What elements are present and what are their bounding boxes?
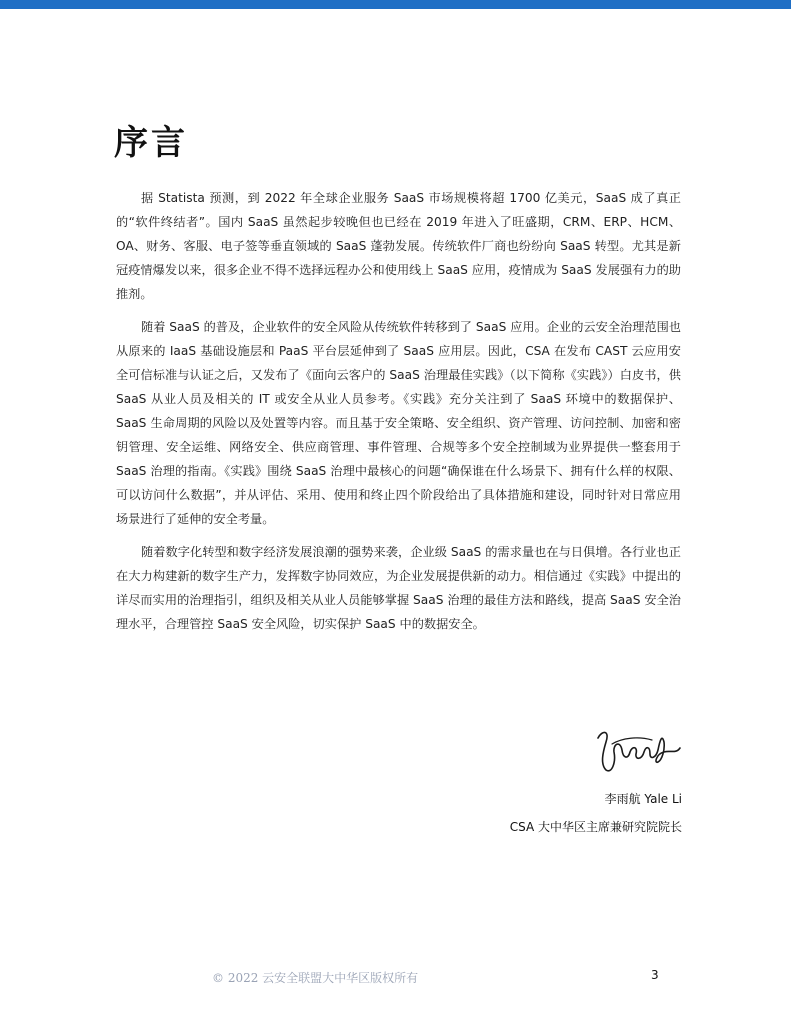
signature-position: CSA 大中华区主席兼研究院院长 — [509, 820, 682, 834]
page-number: 3 — [651, 968, 659, 982]
preface-body — [116, 186, 681, 645]
footer-copyright: © 2022 云安全联盟大中华区版权所有 — [212, 971, 419, 985]
paragraph-2: 随着 SaaS 的普及，企业软件的安全风险从传统软件转移到了 SaaS 应用。企业的云安全治理范围也从原来的 IaaS 基础设施层和 PaaS 平台层延伸到了 SaaS 应用层。因此，CSA 在发布 CAST 云应用安全可信标准与认证之后，又发布了《面向云客户的 SaaS 治理最佳实践》（以下简称《实践》）白皮书，供 SaaS 从业人员及相关的 IT 或安全从业人员参考。《实践》充分关注到了 SaaS 环境中的数据保护、SaaS 生命周期的风险以及处置等内容。而且基于安全策略、安全组织、资产管理、访问控制、加密和密钥管理、安全运维、网络安全、供应商管理、事件管理、合规等多个安全控制域为业界提供一整套用于 SaaS 治理的指南。《实践》围绕 SaaS 治理中最核心的问题“确保谁在什么场景下、拥有什么样的权限、可以访问什么数据”，并从评估、采用、使用和终止四个阶段给出了具体措施和建设，同时针对日常应用场景进行了延伸的安全考量。 — [116, 320, 681, 526]
page-title: 序言 — [114, 122, 188, 163]
signature-name: 李雨航 Yale Li — [604, 792, 682, 806]
handwritten-signature — [592, 724, 684, 778]
paragraph-3: 随着数字化转型和数字经济发展浪潮的强势来袭，企业级 SaaS 的需求量也在与日俱增。各行业也正在大力构建新的数字生产力，发挥数字协同效应，为企业发展提供新的动力。相信通过《实践》中提出的详尽而实用的治理指引，组织及相关从业人员能够掌握 SaaS 治理的最佳方法和路线，提高 SaaS 安全治理水平，合理管控 SaaS 安全风险，切实保护 SaaS 中的数据安全。 — [116, 545, 681, 631]
header-accent-bar — [0, 0, 791, 9]
paragraph-1: 据 Statista 预测，到 2022 年全球企业服务 SaaS 市场规模将超 1700 亿美元，SaaS 成了真正的“软件终结者”。国内 SaaS 虽然起步较晚但也已经在 2019 年进入了旺盛期，CRM、ERP、HCM、OA、财务、客服、电子签等垂直领域的 SaaS 蓬勃发展。传统软件厂商也纷纷向 SaaS 转型。尤其是新冠疫情爆发以来，很多企业不得不选择远程办公和使用线上 SaaS 应用，疫情成为 SaaS 发展强有力的助推剂。 — [116, 191, 682, 301]
